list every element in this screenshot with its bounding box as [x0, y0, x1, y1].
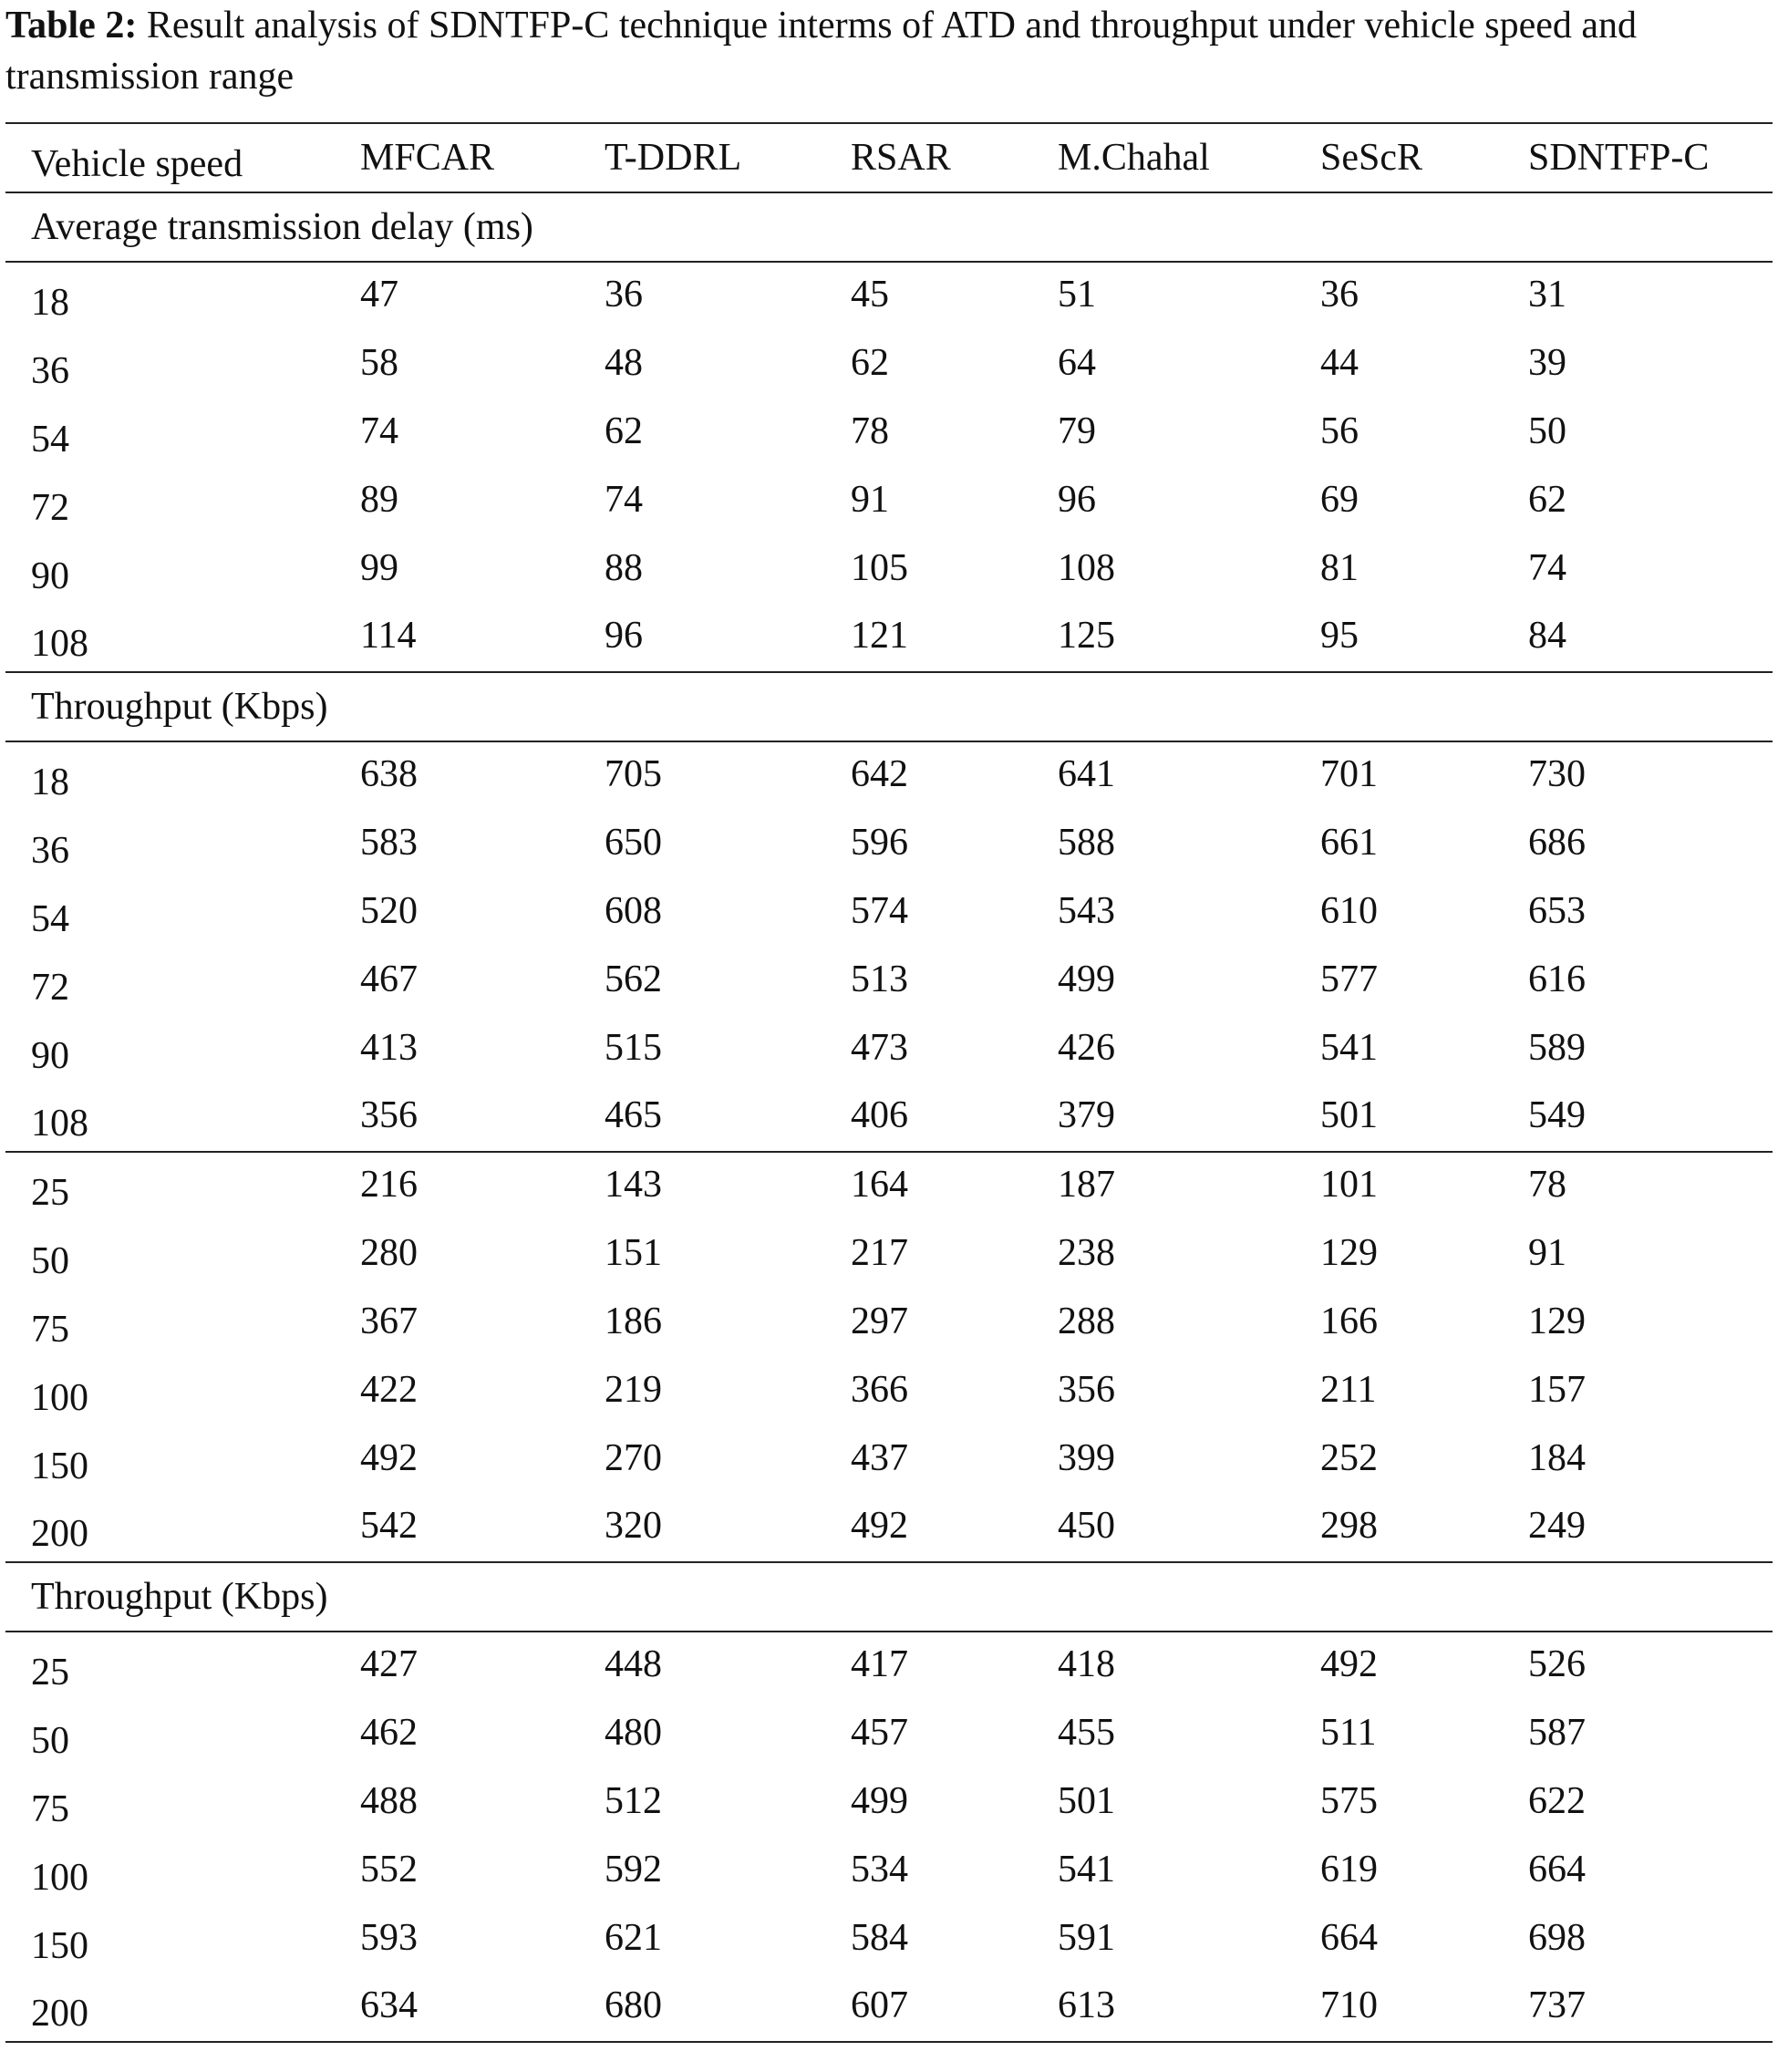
table-cell: 249	[1528, 1494, 1773, 1562]
row-label-cell: 36	[31, 829, 69, 872]
table-cell: 513	[851, 958, 908, 1000]
row-label-cell: 72	[31, 486, 69, 529]
row-label-cell: 108	[5, 604, 360, 672]
table-cell: 51	[1058, 274, 1096, 316]
table-cell: 596	[851, 821, 908, 864]
table-row	[5, 1289, 1773, 1357]
table-cell: 186	[605, 1300, 662, 1342]
table-cell: 473	[851, 1026, 908, 1069]
table-cell: 437	[851, 1436, 908, 1479]
table-cell: 492	[360, 1436, 418, 1479]
row-label-cell: 50	[31, 1719, 69, 1762]
table-cell: 105	[851, 546, 908, 589]
table-cell: 587	[1528, 1711, 1586, 1754]
table-cell: 613	[1058, 1974, 1320, 2042]
table-cell: 417	[851, 1643, 908, 1685]
table-cell: 108	[1058, 546, 1115, 589]
row-label-cell: 200	[5, 1974, 360, 2042]
row-label-cell: 54	[31, 897, 69, 940]
table-cell: 47	[360, 274, 398, 316]
table-cell: 211	[1320, 1368, 1377, 1411]
table-cell: 465	[605, 1083, 851, 1152]
table-cell: 616	[1528, 958, 1586, 1000]
table-cell: 584	[851, 1916, 908, 1959]
section-heading: Average transmission delay (ms)	[5, 192, 1773, 262]
column-header-m-chahal: M.Chahal	[1058, 123, 1320, 192]
table-cell: 457	[851, 1711, 908, 1754]
table-cell: 78	[1528, 1164, 1566, 1206]
column-header-rsar: RSAR	[851, 123, 1058, 192]
table-cell: 217	[851, 1231, 908, 1274]
row-label-cell: 18	[31, 761, 69, 803]
table-cell: 574	[851, 889, 908, 932]
table-cell: 101	[1320, 1164, 1378, 1206]
table-cell: 664	[1528, 1848, 1586, 1891]
table-cell: 270	[605, 1436, 662, 1479]
row-label-cell: 25	[31, 1172, 69, 1214]
table-cell: 114	[360, 604, 605, 672]
row-label-cell: 50	[31, 1239, 69, 1282]
table-cell: 642	[851, 753, 908, 795]
table-row	[5, 1083, 1773, 1152]
table-cell: 534	[851, 1848, 908, 1891]
table-cell: 501	[1320, 1083, 1528, 1152]
table-cell: 157	[1528, 1368, 1586, 1411]
table-cell: 455	[1058, 1711, 1115, 1754]
table-cell: 62	[605, 409, 643, 452]
table-cell: 501	[1058, 1779, 1115, 1822]
table-row	[5, 1152, 1773, 1220]
table-cell: 488	[360, 1779, 418, 1822]
table-cell: 619	[1320, 1848, 1378, 1891]
caption-label: Table 2:	[5, 5, 138, 47]
table-cell: 184	[1528, 1436, 1586, 1479]
table-cell: 634	[360, 1974, 605, 2042]
table-row	[5, 1220, 1773, 1289]
table-cell: 78	[851, 409, 889, 452]
table-cell: 252	[1320, 1436, 1378, 1479]
table-cell: 91	[1528, 1231, 1566, 1274]
table-cell: 575	[1320, 1779, 1378, 1822]
table-cell: 701	[1320, 753, 1378, 795]
table-body	[5, 192, 1773, 2042]
section-heading-row	[5, 192, 1773, 262]
column-header-t-ddrl: T-DDRL	[605, 123, 851, 192]
table-cell: 96	[1058, 478, 1096, 521]
table-cell: 79	[1058, 409, 1096, 452]
table-cell: 520	[360, 889, 418, 932]
table-row	[5, 1974, 1773, 2042]
table-cell: 44	[1320, 341, 1359, 384]
table-cell: 583	[360, 821, 418, 864]
table-cell: 542	[360, 1494, 605, 1562]
table-cell: 320	[605, 1494, 851, 1562]
results-table	[5, 122, 1773, 2043]
table-cell: 653	[1528, 889, 1586, 932]
table-cell: 686	[1528, 821, 1586, 864]
table-cell: 367	[360, 1300, 418, 1342]
table-cell: 577	[1320, 958, 1378, 1000]
table-cell: 96	[605, 604, 851, 672]
table-cell: 129	[1528, 1300, 1586, 1342]
row-label-cell: 54	[31, 418, 69, 461]
column-header-vehicle-speed: Vehicle speed	[5, 123, 360, 192]
column-header-sescr: SeScR	[1320, 123, 1528, 192]
table-cell: 39	[1528, 341, 1566, 384]
table-cell: 422	[360, 1368, 418, 1411]
table-cell: 664	[1320, 1916, 1378, 1959]
row-label-cell: 150	[31, 1445, 88, 1487]
table-row	[5, 535, 1773, 604]
table-cell: 680	[605, 1974, 851, 2042]
row-label-cell: 90	[31, 1034, 69, 1077]
column-header-sdntfp-c: SDNTFP-C	[1528, 123, 1773, 192]
table-cell: 467	[360, 958, 418, 1000]
table-cell: 48	[605, 341, 643, 384]
row-label-cell: 200	[5, 1494, 360, 1562]
table-cell: 552	[360, 1848, 418, 1891]
table-cell: 129	[1320, 1231, 1378, 1274]
section-heading-row	[5, 672, 1773, 741]
table-cell: 661	[1320, 821, 1378, 864]
table-cell: 366	[851, 1368, 908, 1411]
table-cell: 543	[1058, 889, 1115, 932]
table-cell: 280	[360, 1231, 418, 1274]
table-cell: 81	[1320, 546, 1359, 589]
table-row	[5, 1425, 1773, 1494]
table-cell: 499	[1058, 958, 1115, 1000]
table-cell: 541	[1058, 1848, 1115, 1891]
row-label-cell: 72	[31, 966, 69, 1009]
table-cell: 121	[851, 604, 1058, 672]
table-cell: 462	[360, 1711, 418, 1754]
section-heading: Throughput (Kbps)	[5, 1562, 1773, 1632]
table-cell: 356	[360, 1083, 605, 1152]
column-header-mfcar: MFCAR	[360, 123, 605, 192]
table-cell: 31	[1528, 274, 1566, 316]
table-cell: 99	[360, 546, 398, 589]
table-cell: 297	[851, 1300, 908, 1342]
table-cell: 45	[851, 274, 889, 316]
table-cell: 88	[605, 546, 643, 589]
table-row	[5, 1768, 1773, 1837]
table-cell: 593	[360, 1916, 418, 1959]
table-row	[5, 262, 1773, 330]
table-cell: 641	[1058, 753, 1115, 795]
table-row	[5, 330, 1773, 399]
table-cell: 406	[851, 1083, 1058, 1152]
row-label-cell: 25	[31, 1652, 69, 1694]
table-cell: 549	[1528, 1083, 1773, 1152]
table-cell: 356	[1058, 1368, 1115, 1411]
table-cell: 74	[1528, 546, 1566, 589]
table-cell: 288	[1058, 1300, 1115, 1342]
table-cell: 56	[1320, 409, 1359, 452]
table-cell: 238	[1058, 1231, 1115, 1274]
table-cell: 125	[1058, 604, 1320, 672]
header-row	[5, 123, 1773, 192]
table-row	[5, 467, 1773, 535]
table-cell: 730	[1528, 753, 1586, 795]
table-cell: 737	[1528, 1974, 1773, 2042]
table-cell: 64	[1058, 341, 1096, 384]
table-cell: 448	[605, 1643, 662, 1685]
table-cell: 622	[1528, 1779, 1586, 1822]
table-cell: 95	[1320, 604, 1528, 672]
table-caption	[5, 0, 1774, 102]
row-label-cell: 36	[31, 349, 69, 392]
table-row	[5, 604, 1773, 672]
table-cell: 50	[1528, 409, 1566, 452]
table-cell: 418	[1058, 1643, 1115, 1685]
row-label-cell: 108	[5, 1083, 360, 1152]
table-cell: 151	[605, 1231, 662, 1274]
table-cell: 74	[360, 409, 398, 452]
table-cell: 62	[851, 341, 889, 384]
table-cell: 610	[1320, 889, 1378, 932]
row-label-cell: 100	[31, 1856, 88, 1899]
table-row	[5, 1357, 1773, 1425]
table-cell: 607	[851, 1974, 1058, 2042]
table-cell: 379	[1058, 1083, 1320, 1152]
table-cell: 591	[1058, 1916, 1115, 1959]
table-row	[5, 1015, 1773, 1083]
table-cell: 621	[605, 1916, 662, 1959]
table-cell: 638	[360, 753, 418, 795]
table-cell: 608	[605, 889, 662, 932]
table-cell: 36	[1320, 274, 1359, 316]
table-cell: 164	[851, 1164, 908, 1206]
table-cell: 526	[1528, 1643, 1586, 1685]
table-cell: 511	[1320, 1711, 1377, 1754]
table-cell: 698	[1528, 1916, 1586, 1959]
table-row	[5, 1632, 1773, 1700]
table-row	[5, 1837, 1773, 1905]
table-cell: 298	[1320, 1494, 1528, 1562]
table-row	[5, 1905, 1773, 1974]
table-row	[5, 878, 1773, 947]
table-cell: 84	[1528, 604, 1773, 672]
table-cell: 588	[1058, 821, 1115, 864]
section-heading-row	[5, 1562, 1773, 1632]
table-cell: 710	[1320, 1974, 1528, 2042]
row-label-cell: 75	[31, 1787, 69, 1830]
row-label-cell: 100	[31, 1376, 88, 1419]
table-cell: 562	[605, 958, 662, 1000]
row-label-cell: 75	[31, 1308, 69, 1351]
table-cell: 512	[605, 1779, 662, 1822]
table-cell: 399	[1058, 1436, 1115, 1479]
table-cell: 492	[1320, 1643, 1378, 1685]
row-label-cell: 18	[31, 282, 69, 324]
table-cell: 143	[605, 1164, 662, 1206]
table-cell: 69	[1320, 478, 1359, 521]
table-cell: 166	[1320, 1300, 1378, 1342]
row-label-cell: 90	[31, 554, 69, 597]
table-cell: 216	[360, 1164, 418, 1206]
table-cell: 515	[605, 1026, 662, 1069]
table-cell: 91	[851, 478, 889, 521]
table-cell: 89	[360, 478, 398, 521]
table-cell: 413	[360, 1026, 418, 1069]
table-row	[5, 947, 1773, 1015]
table-cell: 480	[605, 1711, 662, 1754]
table-cell: 492	[851, 1494, 1058, 1562]
table-row	[5, 1700, 1773, 1768]
table-cell: 58	[360, 341, 398, 384]
table-cell: 592	[605, 1848, 662, 1891]
table-row	[5, 741, 1773, 810]
caption-text: Result analysis of SDNTFP-C technique interms of ATD and throughput under vehicle speed and transmission range	[5, 5, 1638, 98]
table-cell: 705	[605, 753, 662, 795]
table-row	[5, 1494, 1773, 1562]
table-cell: 427	[360, 1643, 418, 1685]
table-cell: 219	[605, 1368, 662, 1411]
section-heading: Throughput (Kbps)	[5, 672, 1773, 741]
table-row	[5, 399, 1773, 467]
table-cell: 426	[1058, 1026, 1115, 1069]
table-cell: 62	[1528, 478, 1566, 521]
table-cell: 450	[1058, 1494, 1320, 1562]
table-cell: 541	[1320, 1026, 1378, 1069]
table-cell: 589	[1528, 1026, 1586, 1069]
table-row	[5, 810, 1773, 878]
row-label-cell: 150	[31, 1924, 88, 1967]
table-cell: 650	[605, 821, 662, 864]
table-cell: 499	[851, 1779, 908, 1822]
table-cell: 74	[605, 478, 643, 521]
table-cell: 36	[605, 274, 643, 316]
table-cell: 187	[1058, 1164, 1115, 1206]
